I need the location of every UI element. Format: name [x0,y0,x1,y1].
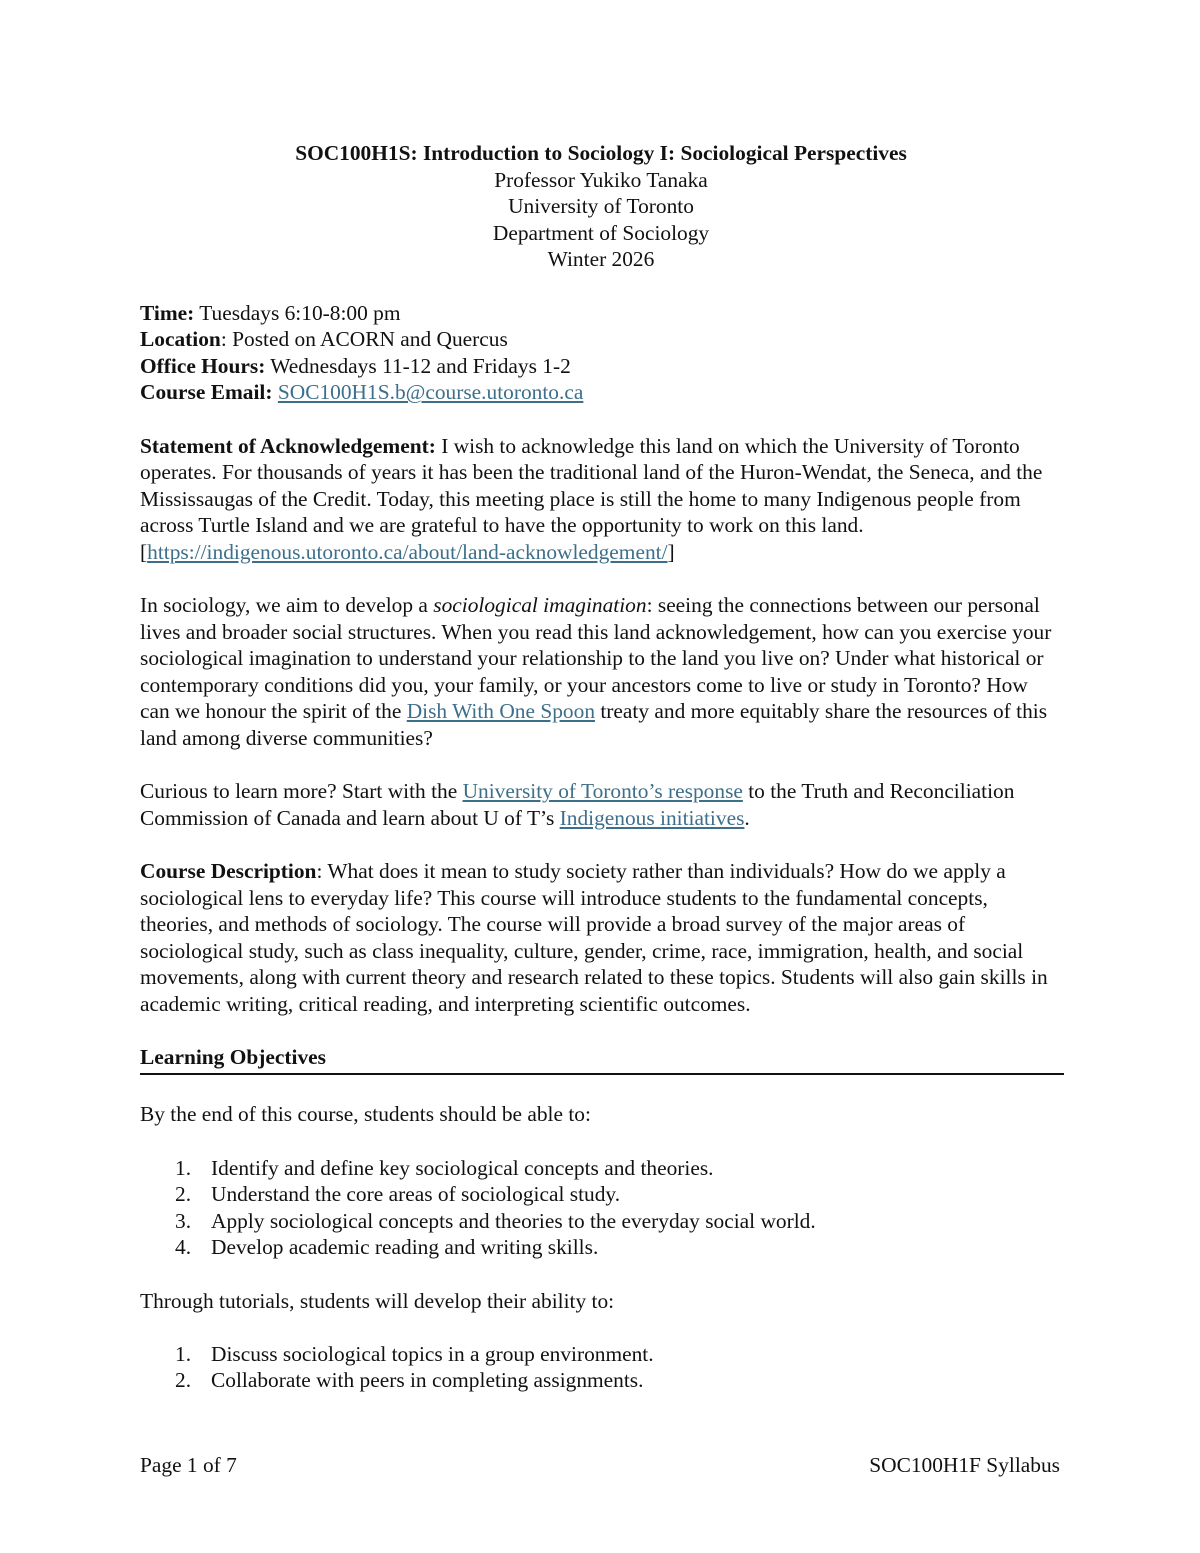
page-number: Page 1 of 7 [140,1453,237,1477]
document-name: SOC100H1F Syllabus [869,1453,1060,1477]
imagination-text-start: In sociology, we aim to develop a [140,593,434,618]
curious-paragraph [140,778,1062,831]
list-number: 1. [175,1341,192,1366]
email-link[interactable]: SOC100H1S.b@course.utoronto.ca [277,380,584,405]
list-item-text: Collaborate with peers in completing assignments. [211,1368,644,1393]
list-item [140,1208,1062,1235]
list-item-text: Develop academic reading and writing skills. [211,1235,599,1260]
list-number: 2. [175,1368,192,1393]
imagination-paragraph [140,592,1062,752]
office-hours-label: Office Hours: [140,353,266,378]
list-number: 1. [175,1155,192,1180]
acknowledgement-text: I wish to acknowledge this land on which the University of Toronto operates. For thousands of years it has been the traditional land of the Huron-Wendat, the Seneca, and the Mississaugas of the Credit. Today, this meeting place is still the home to many Indigenous people from across Turtle Island and we are grateful to have the opportunity to work on this land. [ [140,433,1043,564]
acknowledgement-close: ] [667,539,675,564]
course-description-label: Course Description [140,859,317,884]
land-acknowledgement-link[interactable]: https://indigenous.utoronto.ca/about/land-acknowledgement/ [147,539,668,564]
email-label: Course Email: [140,380,273,405]
office-hours-line [140,353,1062,380]
office-hours-value: Wednesdays 11-12 and Fridays 1-2 [265,353,571,378]
curious-text-end: . [744,805,750,830]
course-info [140,300,1062,406]
term: Winter 2026 [547,247,655,272]
dish-with-one-spoon-link[interactable]: Dish With One Spoon [406,699,596,724]
location-line [140,326,1062,353]
time-value: Tuesdays 6:10-8:00 pm [194,300,401,325]
acknowledgement-label: Statement of Acknowledgement: [140,433,436,458]
course-description-paragraph [140,858,1062,1018]
time-label: Time: [140,300,195,325]
curious-text-middle: to the Truth and Reconciliation Commission of Canada and learn about U of T’s [140,779,1015,830]
course-title: SOC100H1S: Introduction to Sociology I: Sociological Perspectives [295,141,907,165]
curious-text-start: Curious to learn more? Start with the [140,779,463,804]
location-value: : Posted on ACORN and Quercus [220,327,508,352]
list-item [140,1367,1062,1394]
professor-name: Professor Yukiko Tanaka [494,167,708,192]
location-label: Location [140,327,221,352]
time-line [140,300,1062,327]
indigenous-initiatives-link[interactable]: Indigenous initiatives [559,805,745,830]
list-item-text: Discuss sociological topics in a group environment. [211,1341,654,1366]
course-description-text: : What does it mean to study society rather than individuals? How do we apply a sociological lens to everyday life? This course will introduce students to the fundamental concepts, theories, and methods of sociology. The course will provide a broad survey of the major areas of sociological study, such as class inequality, culture, gender, crime, race, immigration, health, and social movements, along with current theory and research related to these topics. Students will also gain skills in academic writing, critical reading, and interpreting scientific outcomes. [140,859,1048,1016]
course-objectives-list [140,1155,1062,1261]
list-item-text: Understand the core areas of sociological study. [211,1182,621,1207]
list-item-text: Apply sociological concepts and theories to the everyday social world. [211,1208,816,1233]
imagination-text-middle: : seeing the connections between our personal lives and broader social structures. When you read this land acknowledgement, how can you exercise your sociological imagination to understand your relationship to the land you live on? Under what historical or contemporary conditions did you, your family, or your ancestors come to live or study in Toronto? How can we honour the spirit of the [140,593,1052,724]
department-name: Department of Sociology [492,220,710,245]
sociological-imagination-term: sociological imagination [433,593,647,618]
list-item [140,1181,1062,1208]
document-header [140,140,1062,273]
list-item [140,1341,1062,1368]
list-item [140,1155,1062,1182]
imagination-text-end: treaty and more equitably share the resources of this land among diverse communities? [140,699,1048,751]
tutorial-intro: Through tutorials, students will develop their ability to: [140,1288,615,1313]
university-name: University of Toronto [508,194,694,219]
list-item-text: Identify and define key sociological concepts and theories. [211,1155,714,1180]
objectives-intro: By the end of this course, students should be able to: [140,1102,591,1127]
tutorial-objectives-list [140,1341,1062,1394]
list-item [140,1234,1062,1261]
list-number: 2. [175,1182,192,1207]
page-content [140,140,1062,1394]
acknowledgement-paragraph [140,433,1062,566]
email-line [140,379,1062,406]
list-number: 3. [175,1208,192,1233]
learning-objectives-heading: Learning Objectives [140,1044,1064,1075]
uoft-response-link[interactable]: University of Toronto’s response [462,779,743,804]
list-number: 4. [175,1235,192,1260]
